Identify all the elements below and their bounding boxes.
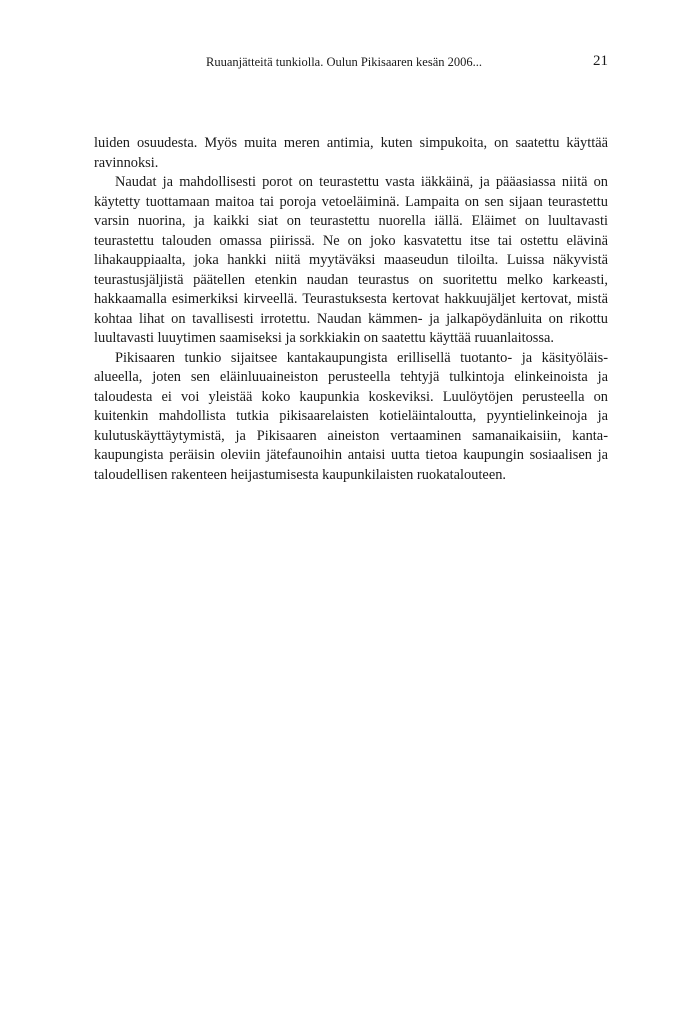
body-text bbox=[94, 134, 608, 485]
page-number: 21 bbox=[593, 53, 608, 69]
paragraph-slaughter: Naudat ja mahdollisesti porot on teurastettu vasta iäkkäinä, ja pääasiassa niitä on käytetty tuottamaan maitoa tai poroja vetoeläiminä. Lampaita on sen sijaan teurastettu varsin nuorina, ja kaikki siat on teurastettu nuorella iällä. Eläimet on luultavasti teurastettu talouden omassa piirissä. Ne on joko kasvatettu itse tai ostettu elävinä lihakauppiaalta, joka hankki niitä myytäväksi maaseudun tiloilta. Luissa näkyvistä teurastusjäljistä päätellen etenkin naudan teurastus on suoritettu melko karkeasti, hakkaamalla esimerkiksi kirveellä. Teurastuksesta kertovat hakkuujäljet kertovat, mistä kohtaa lihat on tavallisesti irrotettu. Naudan kämmen- ja jalkapöydänluita on rikottu luultavasti luuytimen saamiseksi ja sorkkiakin on saatettu käyttää ruuanlaitossa. bbox=[94, 174, 608, 346]
running-header bbox=[94, 54, 608, 74]
running-header-title: Ruuanjätteitä tunkiolla. Oulun Pikisaaren kesän 2006... bbox=[206, 55, 482, 69]
paragraph-pikisaari-midden: Pikisaaren tunkio sijaitsee kantakaupungista erillisellä tuotanto- ja käsityöläisalueella, joten sen eläinluuaineiston perusteella tehtyjä tulkintoja elinkeinoista ja taloudesta ei voi yleistää koko kaupunkia koskeviksi. Luulöytöjen perusteella on kuitenkin mahdollista tutkia pikisaarelaisten kotieläintaloutta, pyyntielinkeinoja ja kulutuskäyttäytymistä, ja Pikisaaren aineiston vertaaminen samanaikaisiin, kantakaupungista peräisin oleviin jätefaunoihin antaisi uutta tietoa kaupungin sosiaalisen ja taloudellisen rakenteen heijastumisesta kaupunkilaisten ruokatalouteen. bbox=[94, 349, 608, 483]
paragraph-continuation: luiden osuudesta. Myös muita meren antimia, kuten simpukoita, on saatettu käyttää ravinnoksi. bbox=[94, 135, 608, 171]
